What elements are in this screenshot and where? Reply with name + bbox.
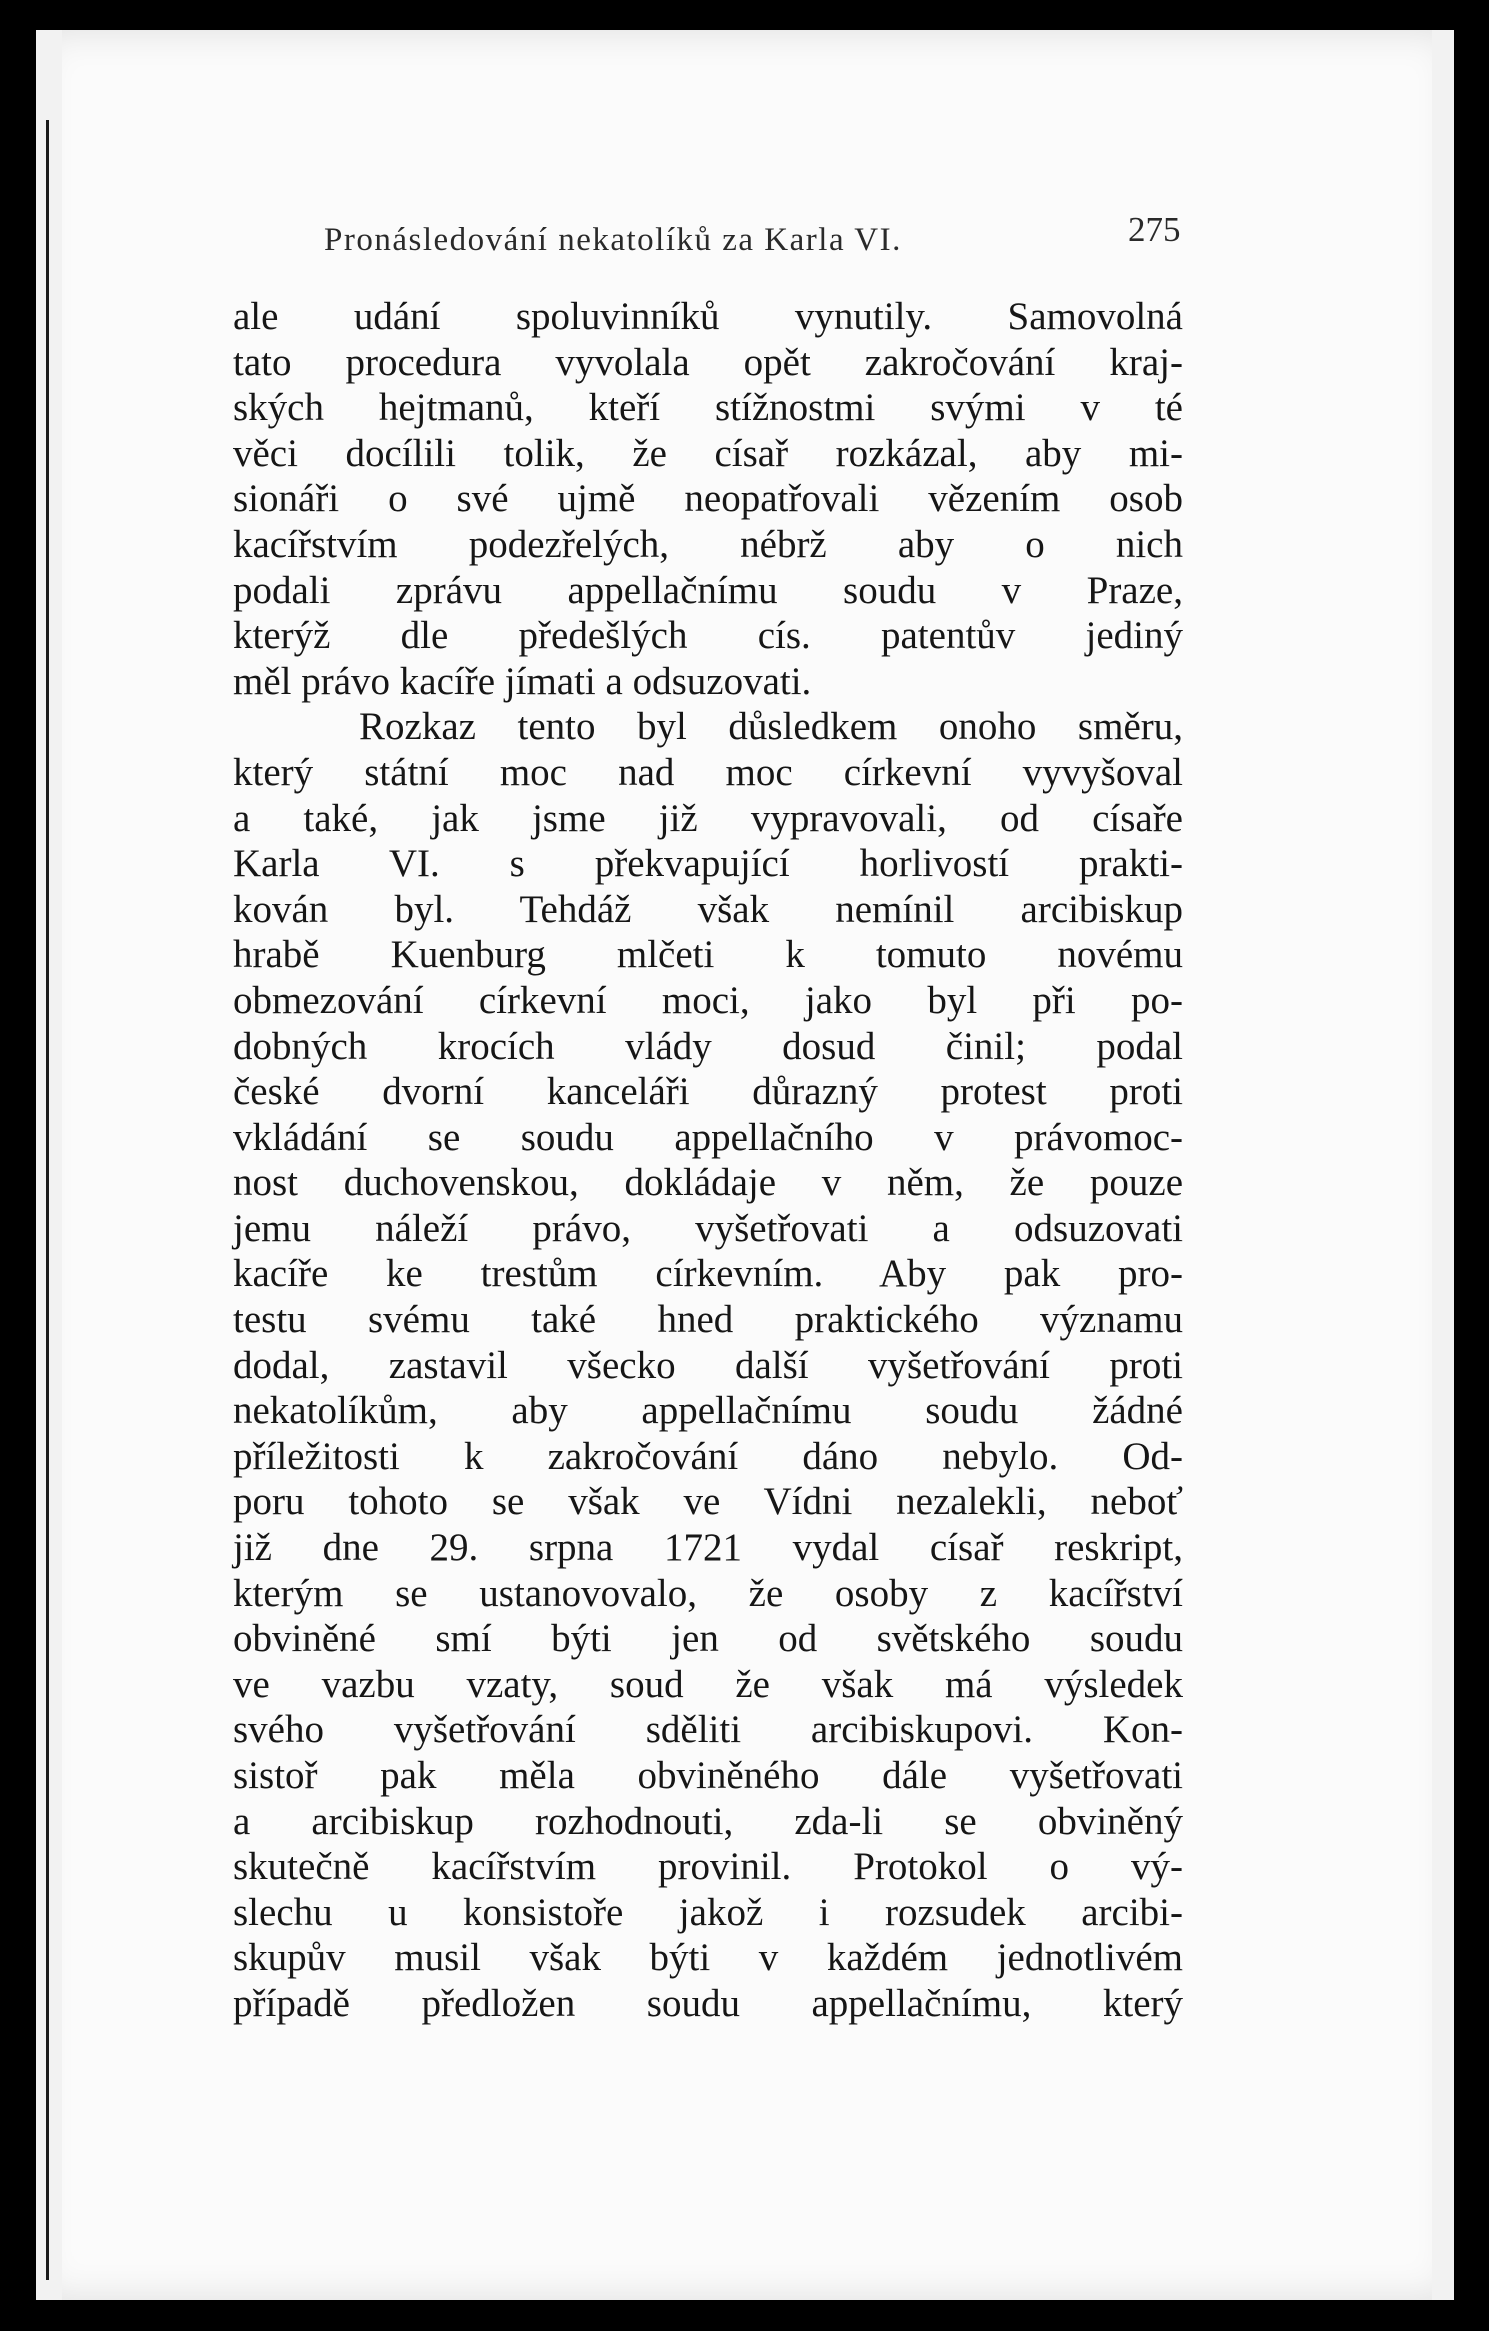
page-left-edge bbox=[36, 30, 62, 2300]
text-line: slechu u konsistoře jakož i rozsudek arcibi- bbox=[233, 1890, 1183, 1934]
text-line: nekatolíkům, aby appellačnímu soudu žádné bbox=[233, 1389, 1183, 1433]
text-line: a také, jak jsme již vypravovali, od císaře bbox=[233, 796, 1183, 840]
text-line: poru tohoto se však ve Vídni nezalekli, neboť bbox=[233, 1480, 1183, 1524]
text-line: kován byl. Tehdáž však nemínil arcibiskup bbox=[233, 887, 1183, 931]
text-line: sistoř pak měla obviněného dále vyšetřovati bbox=[233, 1754, 1183, 1797]
body-text bbox=[233, 294, 1183, 2027]
text-line: kterýž dle předešlých cís. patentův jediný bbox=[233, 614, 1183, 658]
text-line: svého vyšetřování sděliti arcibiskupovi. Kon- bbox=[233, 1708, 1183, 1752]
running-head: Pronásledování nekatolíků za Karla VI. bbox=[324, 222, 902, 258]
text-line: tato procedura vyvolala opět zakročování kraj- bbox=[233, 340, 1183, 384]
text-line: který státní moc nad moc církevní vyvyšoval bbox=[233, 750, 1183, 794]
text-line: nost duchovenskou, dokládaje v něm, že pouze bbox=[233, 1161, 1183, 1205]
text-line: příležitosti k zakročování dáno nebylo. Od- bbox=[233, 1434, 1183, 1478]
text-line: skutečně kacířstvím provinil. Protokol o vý- bbox=[233, 1845, 1183, 1889]
text-line: ale udání spoluvinníků vynutily. Samovolná bbox=[233, 295, 1183, 338]
text-line: vkládání se soudu appellačního v právomoc- bbox=[233, 1115, 1183, 1159]
text-line: jemu náleží právo, vyšetřovati a odsuzovati bbox=[233, 1206, 1183, 1250]
text-line: a arcibiskup rozhodnouti, zda-li se obviněný bbox=[233, 1799, 1183, 1843]
text-line: dodal, zastavil všecko další vyšetřování proti bbox=[233, 1343, 1183, 1387]
text-line: ve vazbu vzaty, soud že však má výsledek bbox=[233, 1662, 1183, 1706]
text-line: české dvorní kanceláři důrazný protest proti bbox=[233, 1070, 1183, 1114]
text-line: kacíře ke trestům církevním. Aby pak pro- bbox=[233, 1252, 1183, 1296]
text-line: dobných krocích vlády dosud činil; podal bbox=[233, 1024, 1183, 1068]
text-line: kterým se ustanovovalo, že osoby z kacířství bbox=[233, 1571, 1183, 1615]
text-line: již dne 29. srpna 1721 vydal císař reskript, bbox=[233, 1526, 1183, 1570]
text-line: případě předložen soudu appellačnímu, který bbox=[233, 1981, 1183, 2025]
text-line: obviněné smí býti jen od světského soudu bbox=[233, 1617, 1183, 1661]
text-line: ských hejtmanů, kteří stížnostmi svými v té bbox=[233, 386, 1183, 430]
page-right-edge bbox=[1432, 30, 1454, 2300]
text-line: sionáři o své ujmě neopatřovali vězením osob bbox=[233, 477, 1183, 521]
book-page bbox=[36, 30, 1454, 2300]
text-line: hrabě Kuenburg mlčeti k tomuto novému bbox=[233, 933, 1183, 977]
text-line: Karla VI. s překvapující horlivostí prakti- bbox=[233, 842, 1183, 886]
page-binding-line bbox=[46, 120, 49, 2280]
text-line: skupův musil však býti v každém jednotlivém bbox=[233, 1936, 1183, 1980]
text-line: věci docílili tolik, že císař rozkázal, aby mi- bbox=[233, 431, 1183, 475]
text-line: podali zprávu appellačnímu soudu v Praze, bbox=[233, 568, 1183, 612]
text-line: měl právo kacíře jímati a odsuzovati. bbox=[233, 659, 812, 703]
page-number: 275 bbox=[1128, 210, 1181, 249]
text-line: kacířstvím podezřelých, nébrž aby o nich bbox=[233, 522, 1183, 566]
text-line: obmezování církevní moci, jako byl při po- bbox=[233, 978, 1183, 1022]
text-line: Rozkaz tento byl důsledkem onoho směru, bbox=[359, 705, 1183, 749]
text-line: testu svému také hned praktického významu bbox=[233, 1298, 1183, 1342]
